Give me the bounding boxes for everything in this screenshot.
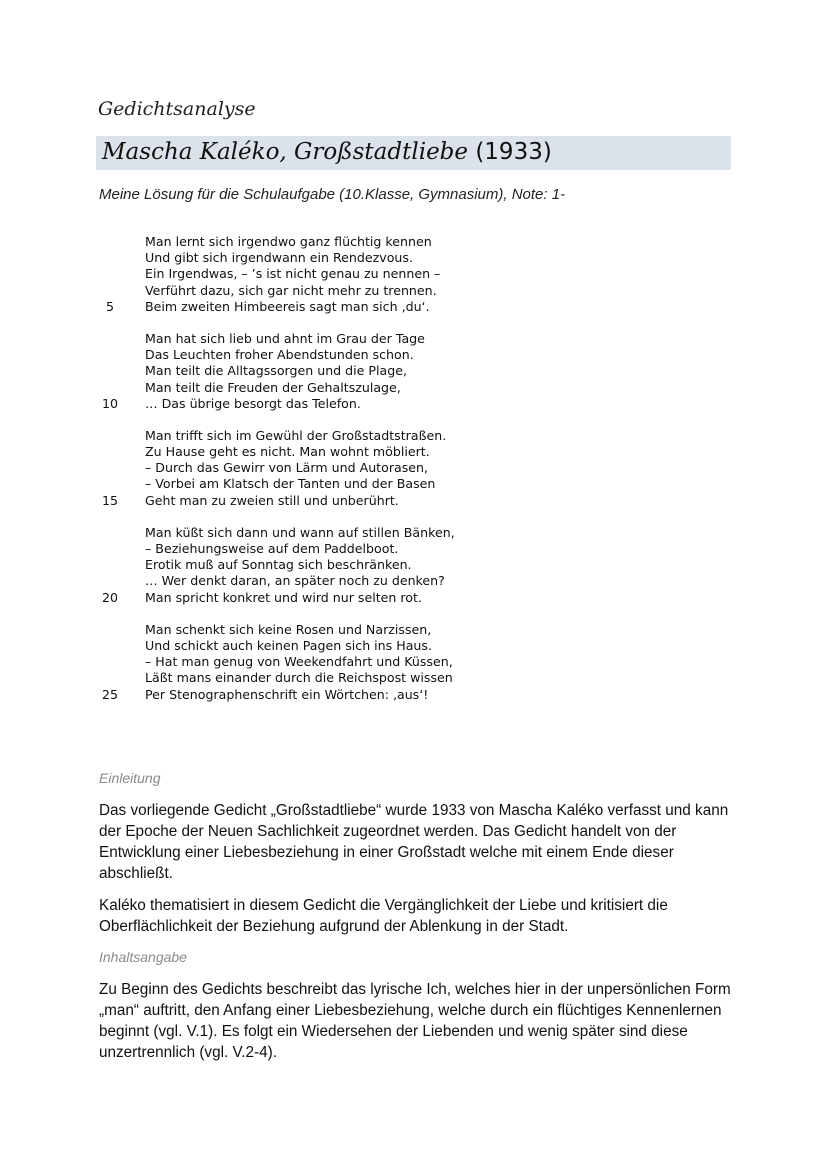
line-text: Geht man zu zweien still und unberührt. — [145, 492, 399, 508]
line-text: … Wer denkt daran, an später noch zu denken? — [145, 573, 445, 589]
line-text: Erotik muß auf Sonntag sich beschränken. — [145, 557, 412, 573]
summary-heading: Inhaltsangabe — [99, 949, 187, 965]
line-text: Läßt mans einander durch die Reichspost wissen — [145, 670, 453, 686]
line-text: Man trifft sich im Gewühl der Großstadtstraßen. — [145, 427, 447, 443]
line-number: 10 — [101, 395, 119, 411]
line-text: Und gibt sich irgendwann ein Rendezvous. — [145, 250, 413, 266]
line-text: Man hat sich lieb und ahnt im Grau der Tage — [145, 330, 425, 346]
line-text: Und schickt auch keinen Pagen sich ins Haus. — [145, 637, 432, 653]
line-text: Verführt dazu, sich gar nicht mehr zu trennen. — [145, 282, 437, 298]
line-number: 20 — [101, 589, 119, 605]
line-number: 5 — [105, 298, 114, 314]
line-text: Man lernt sich irgendwo ganz flüchtig kennen — [145, 234, 432, 249]
intro-paragraph-2: Kaléko thematisiert in diesem Gedicht die Vergänglichkeit der Liebe und kritisiert die Oberflächlichkeit der Beziehung aufgrund der Ablenkung in der Stadt. — [99, 897, 668, 935]
intro-heading: Einleitung — [99, 770, 161, 786]
line-text: Man spricht konkret und wird nur selten rot. — [145, 589, 422, 605]
line-text: – Durch das Gewirr von Lärm und Autorasen, — [145, 460, 429, 476]
line-number: 15 — [101, 492, 119, 508]
line-text: Per Stenographenschrift ein Wörtchen: ‚aus‘! — [145, 686, 429, 702]
line-text: Beim zweiten Himbeereis sagt man sich ‚du‘. — [145, 298, 430, 314]
line-text: Man schenkt sich keine Rosen und Narzissen, — [145, 621, 432, 637]
page-title — [102, 139, 552, 165]
document-subject: Gedichtsanalyse — [98, 98, 256, 120]
solution-note: Meine Lösung für die Schulaufgabe (10.Klasse, Gymnasium), Note: 1- — [99, 186, 566, 203]
line-text: – Hat man genug von Weekendfahrt und Küssen, — [145, 654, 453, 670]
line-text: – Beziehungsweise auf dem Paddelboot. — [145, 541, 399, 556]
title-bar — [96, 136, 731, 170]
line-number: 25 — [101, 686, 119, 702]
line-text: Man teilt die Freuden der Gehaltszulage, — [145, 379, 401, 395]
line-text: Zu Hause geht es nicht. Man wohnt möbliert. — [145, 444, 430, 460]
line-text: Man küßt sich dann und wann auf stillen Bänken, — [145, 524, 455, 540]
title-year: (1933) — [475, 139, 552, 165]
summary-paragraph-1: Zu Beginn des Gedichts beschreibt das lyrische Ich, welches hier in der unpersönlichen Form „man“ auftritt, den Anfang einer Liebesbeziehung, welche durch ein flüchtiges Kennenlernen beginnt (vgl. V.1). Es folgt ein Wiedersehen der Liebenden und wenig später sind diese unzertrennlich (vgl. V.2-4). — [99, 981, 731, 1061]
line-text: Ein Irgendwas, – ’s ist nicht genau zu nennen – — [145, 266, 441, 282]
line-text: – Vorbei am Klatsch der Tanten und der Basen — [145, 476, 436, 492]
title-text: Mascha Kaléko, Großstadtliebe — [102, 139, 469, 165]
line-text: Das Leuchten froher Abendstunden schon. — [145, 347, 414, 363]
line-text: … Das übrige besorgt das Telefon. — [145, 395, 361, 411]
intro-paragraph-1: Das vorliegende Gedicht „Großstadtliebe“ wurde 1933 von Mascha Kaléko verfasst und kann der Epoche der Neuen Sachlichkeit zugeordnet werden. Das Gedicht handelt von der Entwicklung einer Liebesbeziehung in einer Großstadt welche mit einem Ende dieser abschließt. — [99, 802, 729, 882]
line-text: Man teilt die Alltagssorgen und die Plage, — [145, 363, 407, 379]
